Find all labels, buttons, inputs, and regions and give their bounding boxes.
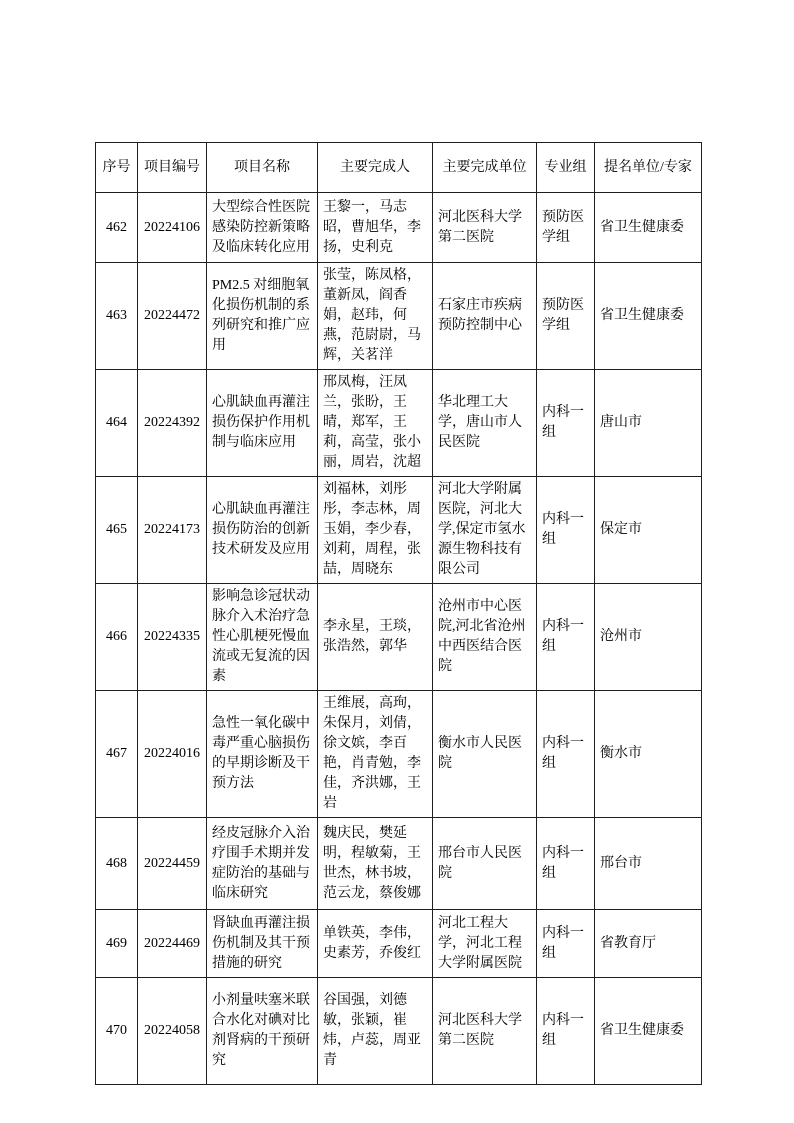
- cell-nominator: 衡水市: [595, 691, 702, 818]
- cell-index: 468: [96, 818, 138, 910]
- cell-group: 内科一组: [537, 370, 595, 477]
- table-row: [96, 818, 702, 910]
- table-row: [96, 910, 702, 978]
- cell-nominator: 省卫生健康委: [595, 263, 702, 370]
- cell-nominator: 省卫生健康委: [595, 978, 702, 1085]
- cell-project-name: 急性一氧化碳中毒严重心脑损伤的早期诊断及干预方法: [207, 691, 318, 818]
- cell-project-no: 20224058: [138, 978, 207, 1085]
- cell-project-name: 肾缺血再灌注损伤机制及其干预措施的研究: [207, 910, 318, 978]
- col-header-project-no: 项目编号: [138, 143, 207, 193]
- cell-project-no: 20224335: [138, 584, 207, 691]
- col-header-project-name: 项目名称: [207, 143, 318, 193]
- cell-nominator: 唐山市: [595, 370, 702, 477]
- cell-index: 462: [96, 193, 138, 263]
- cell-contributors: 邢凤梅，汪凤兰，张盼，王晴，郑军，王莉，高莹，张小丽，周岩，沈超: [318, 370, 433, 477]
- cell-project-no: 20224016: [138, 691, 207, 818]
- cell-project-no: 20224469: [138, 910, 207, 978]
- cell-contributors: 王黎一，马志昭，曹旭华，李扬，史利克: [318, 193, 433, 263]
- cell-units: 华北理工大学，唐山市人民医院: [433, 370, 537, 477]
- table-row: [96, 584, 702, 691]
- cell-project-no: 20224459: [138, 818, 207, 910]
- cell-group: 内科一组: [537, 477, 595, 584]
- cell-nominator: 邢台市: [595, 818, 702, 910]
- cell-units: 邢台市人民医院: [433, 818, 537, 910]
- cell-nominator: 沧州市: [595, 584, 702, 691]
- cell-contributors: 魏庆民，樊延明，程敏菊，王世杰，林书坡，范云龙，蔡俊娜: [318, 818, 433, 910]
- cell-project-name: 影响急诊冠状动脉介入术治疗急性心肌梗死慢血流或无复流的因素: [207, 584, 318, 691]
- col-header-index: 序号: [96, 143, 138, 193]
- cell-contributors: 刘福林，刘彤彤，李志林，周玉娟，李少春，刘莉，周程，张喆，周晓东: [318, 477, 433, 584]
- cell-units: 衡水市人民医院: [433, 691, 537, 818]
- project-award-table: [95, 142, 702, 1085]
- table-row: [96, 477, 702, 584]
- cell-index: 467: [96, 691, 138, 818]
- cell-project-no: 20224472: [138, 263, 207, 370]
- cell-project-name: 大型综合性医院感染防控新策略及临床转化应用: [207, 193, 318, 263]
- cell-units: 河北医科大学第二医院: [433, 978, 537, 1085]
- cell-index: 465: [96, 477, 138, 584]
- cell-units: 石家庄市疾病预防控制中心: [433, 263, 537, 370]
- cell-project-name: PM2.5 对细胞氧化损伤机制的系列研究和推广应用: [207, 263, 318, 370]
- cell-units: 河北工程大学，河北工程大学附属医院: [433, 910, 537, 978]
- col-header-contributors: 主要完成人: [318, 143, 433, 193]
- cell-units: 河北医科大学第二医院: [433, 193, 537, 263]
- cell-contributors: 张莹，陈凤格，董新凤，阎香娟，赵玮，何燕，范尉尉，马辉，关茗洋: [318, 263, 433, 370]
- cell-units: 河北大学附属医院，河北大学,保定市氢水源生物科技有限公司: [433, 477, 537, 584]
- col-header-group: 专业组: [537, 143, 595, 193]
- table-row: [96, 193, 702, 263]
- cell-index: 464: [96, 370, 138, 477]
- table-row: [96, 978, 702, 1085]
- cell-nominator: 省教育厅: [595, 910, 702, 978]
- cell-contributors: 王维展，高珣，朱保月，刘倩，徐文嫔，李百艳，肖青勉，李佳，齐洪娜，王岩: [318, 691, 433, 818]
- cell-index: 470: [96, 978, 138, 1085]
- cell-project-name: 经皮冠脉介入治疗围手术期并发症防治的基础与临床研究: [207, 818, 318, 910]
- cell-group: 内科一组: [537, 584, 595, 691]
- cell-units: 沧州市中心医院,河北省沧州中西医结合医院: [433, 584, 537, 691]
- cell-project-name: 心肌缺血再灌注损伤保护作用机制与临床应用: [207, 370, 318, 477]
- cell-group: 内科一组: [537, 691, 595, 818]
- table-row: [96, 370, 702, 477]
- col-header-nominator: 提名单位/专家: [595, 143, 702, 193]
- cell-group: 预防医学组: [537, 193, 595, 263]
- cell-project-name: 心肌缺血再灌注损伤防治的创新技术研发及应用: [207, 477, 318, 584]
- table-row: [96, 263, 702, 370]
- cell-index: 463: [96, 263, 138, 370]
- table-row: [96, 691, 702, 818]
- cell-project-no: 20224106: [138, 193, 207, 263]
- cell-index: 466: [96, 584, 138, 691]
- cell-project-no: 20224392: [138, 370, 207, 477]
- cell-contributors: 单铁英，李伟，史素芳，乔俊红: [318, 910, 433, 978]
- cell-index: 469: [96, 910, 138, 978]
- cell-project-no: 20224173: [138, 477, 207, 584]
- cell-contributors: 谷国强，刘德敏，张颖，崔炜，卢蕊，周亚青: [318, 978, 433, 1085]
- col-header-units: 主要完成单位: [433, 143, 537, 193]
- cell-group: 内科一组: [537, 910, 595, 978]
- cell-contributors: 李永星，王琰，张浩然，郭华: [318, 584, 433, 691]
- cell-group: 内科一组: [537, 818, 595, 910]
- cell-group: 预防医学组: [537, 263, 595, 370]
- cell-project-name: 小剂量呋塞米联合水化对碘对比剂肾病的干预研究: [207, 978, 318, 1085]
- table-header-row: [96, 143, 702, 193]
- cell-nominator: 保定市: [595, 477, 702, 584]
- cell-nominator: 省卫生健康委: [595, 193, 702, 263]
- cell-group: 内科一组: [537, 978, 595, 1085]
